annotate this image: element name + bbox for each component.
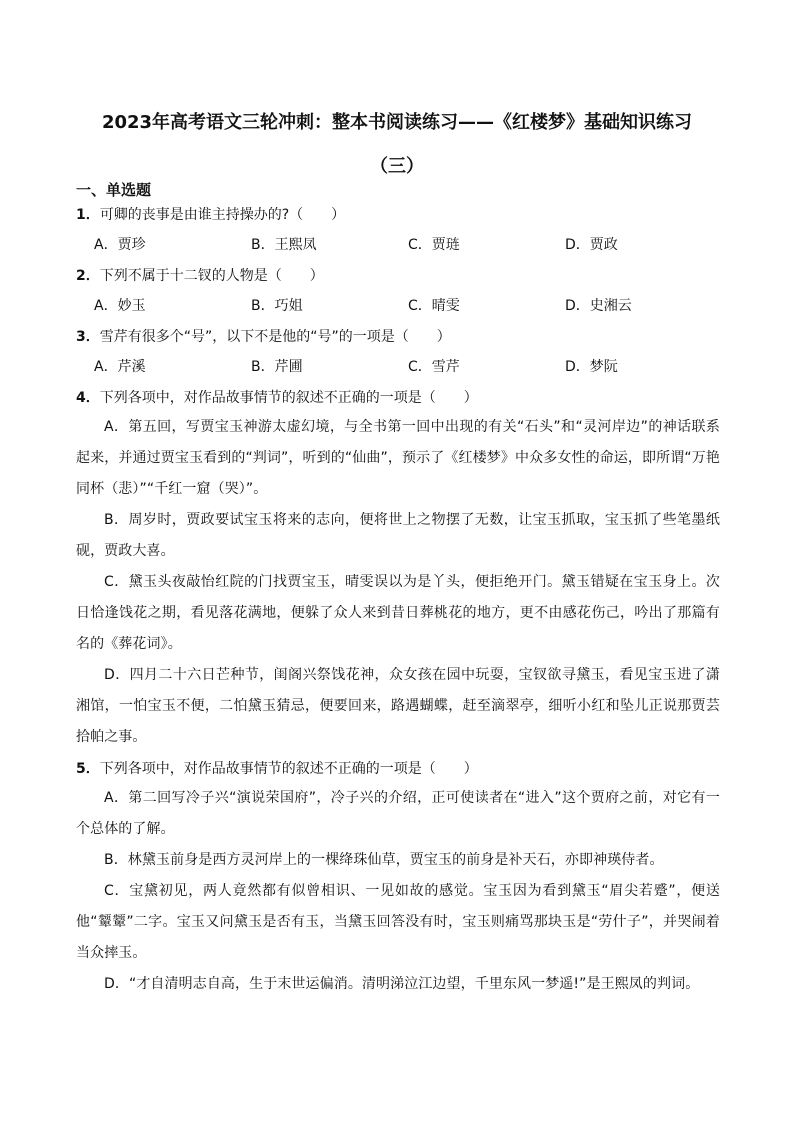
- option-d: D．贾政: [565, 237, 618, 253]
- question-number: 1．: [76, 207, 100, 223]
- option-c: C．晴雯: [408, 298, 460, 314]
- question-stem: [76, 201, 720, 229]
- question-stem: [76, 384, 720, 412]
- question-text: 下列各项中，对作品故事情节的叙述不正确的一项是（ ）: [99, 761, 478, 777]
- option-c: C．贾琏: [408, 237, 460, 253]
- option-d-paragraph: D．“才自清明志自高，生于末世运偏消。清明涕泣江边望，千里东风一梦遥!”是王熙凤的判词。: [104, 976, 700, 992]
- question-text: 雪芹有很多个“号”，以下不是他的“号”的一项是（ ）: [99, 329, 451, 345]
- question-2: [76, 262, 720, 320]
- options-row: [76, 292, 720, 320]
- option-a: A．芹溪: [94, 359, 146, 375]
- question-stem: [76, 323, 720, 351]
- page-title: 2023年高考语文三轮冲刺：整本书阅读练习——《红楼梦》基础知识练习（三）: [101, 112, 693, 177]
- question-4: [76, 384, 720, 753]
- question-1: [76, 201, 720, 259]
- question-stem: [76, 262, 720, 290]
- option-c: C．雪芹: [408, 359, 460, 375]
- question-3: [76, 323, 720, 381]
- option-b: B．王熙凤: [251, 237, 317, 253]
- options-row: [76, 231, 720, 259]
- question-stem: [76, 755, 720, 783]
- option-b: B．芹圃: [251, 359, 303, 375]
- option-b: B．巧姐: [251, 298, 303, 314]
- option-b-paragraph: B．林黛玉前身是西方灵河岸上的一棵绛珠仙草，贾宝玉的前身是补天石，亦即神瑛侍者。: [104, 852, 664, 868]
- option-d: D．史湘云: [565, 298, 632, 314]
- question-number: 5．: [76, 761, 100, 777]
- option-c-paragraph: C．黛玉头夜敲怡红院的门找贾宝玉，晴雯误以为是丫头，便拒绝开门。黛玉错疑在宝玉身上。次日恰逢饯花之期，看见落花满地，便躲了众人来到昔日葬桃花的地方，更不由感花伤己，吟出了那篇有名的《葬花词》。: [76, 574, 720, 652]
- question-text: 可卿的丧事是由谁主持操办的?（ ）: [99, 207, 346, 223]
- question-5: [76, 755, 720, 1000]
- option-a: A．贾珍: [94, 237, 146, 253]
- option-d: D．梦阮: [565, 359, 618, 375]
- question-text: 下列各项中，对作品故事情节的叙述不正确的一项是（ ）: [99, 390, 478, 406]
- option-c-paragraph: C．宝黛初见，两人竟然都有似曾相识、一见如故的感觉。宝玉因为看到黛玉“眉尖若蹙”，便送他“颦颦”二字。宝玉又问黛玉是否有玉，当黛玉回答没有时，宝玉则痛骂那块玉是“劳什子”，并哭闹着当众摔玉。: [76, 883, 720, 961]
- option-a-paragraph: A．第二回写冷子兴“演说荣国府”，冷子兴的介绍，正可使读者在“进入”这个贾府之前，对它有一个总体的了解。: [76, 790, 720, 837]
- question-number: 2．: [76, 268, 100, 284]
- options-row: [76, 353, 720, 381]
- section-heading: 一、单选题: [76, 181, 152, 199]
- question-text: 下列不属于十二钗的人物是（ ）: [99, 268, 324, 284]
- question-number: 3．: [76, 329, 100, 345]
- option-b-paragraph: B．周岁时，贾政要试宝玉将来的志向，便将世上之物摆了无数，让宝玉抓取，宝玉抓了些笔墨纸砚，贾政大喜。: [76, 512, 720, 559]
- question-number: 4．: [76, 390, 100, 406]
- option-a-paragraph: A．第五回，写贾宝玉神游太虚幻境，与全书第一回中出现的有关“石头”和“灵河岸边”的神话联系起来，并通过贾宝玉看到的“判词”，听到的“仙曲”，预示了《红楼梦》中众多女性的命运，即所谓“万艳同杯（悲）”“千红一窟（哭）”。: [76, 419, 720, 497]
- question-list: [76, 201, 720, 1002]
- option-d-paragraph: D．四月二十六日芒种节，闺阁兴祭饯花神，众女孩在园中玩耍，宝钗欲寻黛玉，看见宝玉进了潇湘馆，一怕宝玉不便，二怕黛玉猜忌，便要回来，路遇蝴蝶，赶至滴翠亭，细听小红和坠儿正说那贾芸拾帕之事。: [76, 667, 720, 745]
- option-a: A．妙玉: [94, 298, 146, 314]
